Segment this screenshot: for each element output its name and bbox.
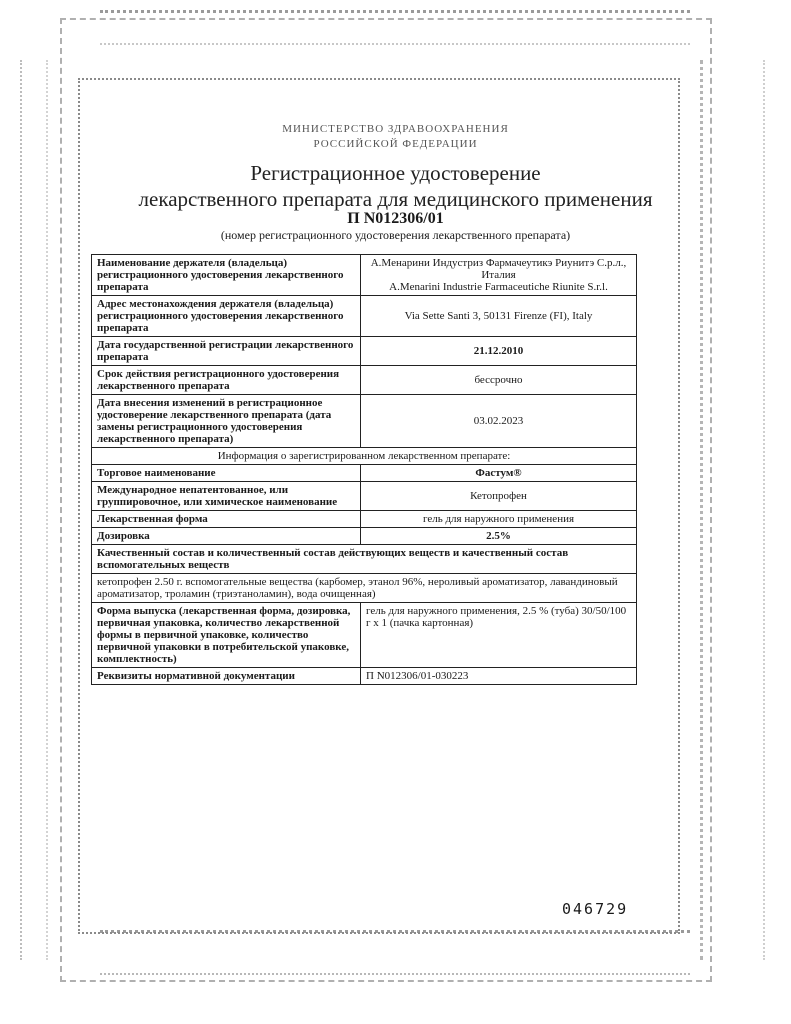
table-row-inn xyxy=(92,482,637,511)
inn-value: Кетопрофен xyxy=(361,482,637,511)
change-date-value: 03.02.2023 xyxy=(361,395,637,448)
table-row-form xyxy=(92,511,637,528)
release-form-value: гель для наружного применения, 2.5 % (туба) 30/50/100 г x 1 (пачка картонная) xyxy=(361,603,637,668)
composition-value: кетопрофен 2.50 г. вспомогательные вещества (карбомер, этанол 96%, нероливый ароматизатор, лавандиновый ароматизатор, троламин (триэтаноламин), вода очищенная) xyxy=(92,574,637,603)
change-date-label: Дата внесения изменений в регистрационное удостоверение лекарственного препарата (дата замены регистрационного удостоверения лекарственного препарата) xyxy=(92,395,361,448)
trade-name-value: Фастум® xyxy=(361,465,637,482)
table-row-validity xyxy=(92,366,637,395)
table-row-info-header xyxy=(92,448,637,465)
dosage-value: 2.5% xyxy=(361,528,637,545)
blank-serial-number: 046729 xyxy=(562,900,629,918)
info-header: Информация о зарегистрированном лекарственном препарате: xyxy=(92,448,637,465)
form-value: гель для наружного применения xyxy=(361,511,637,528)
release-form-label: Форма выпуска (лекарственная форма, дозировка, первичная упаковка, количество лекарственной формы в первичной упаковке, количество первичной упаковки в потребительской упаковке, комплектность) xyxy=(92,603,361,668)
table-row-holder xyxy=(92,255,637,296)
ministry-line-2: РОССИЙСКОЙ ФЕДЕРАЦИИ xyxy=(313,138,478,150)
table-row-dosage xyxy=(92,528,637,545)
norm-doc-label: Реквизиты нормативной документации xyxy=(92,668,361,685)
certificate-number: П N012306/01 xyxy=(347,210,444,227)
table-row-reg-date xyxy=(92,337,637,366)
trade-name-label: Торговое наименование xyxy=(92,465,361,482)
validity-value: бессрочно xyxy=(361,366,637,395)
table-row-address xyxy=(92,296,637,337)
inn-label: Международное непатентованное, или группировочное, или химическое наименование xyxy=(92,482,361,511)
table-row-change-date xyxy=(92,395,637,448)
reg-date-value: 21.12.2010 xyxy=(361,337,637,366)
table-row-release-form xyxy=(92,603,637,668)
address-label: Адрес местонахождения держателя (владельца) регистрационного удостоверения лекарственного препарата xyxy=(92,296,361,337)
table-row-trade-name xyxy=(92,465,637,482)
holder-label: Наименование держателя (владельца) регистрационного удостоверения лекарственного препарата xyxy=(92,255,361,296)
ministry-line-1: МИНИСТЕРСТВО ЗДРАВООХРАНЕНИЯ xyxy=(282,123,509,135)
reg-date-label: Дата государственной регистрации лекарственного препарата xyxy=(92,337,361,366)
holder-value xyxy=(361,255,637,296)
registration-table xyxy=(91,254,637,685)
dosage-label: Дозировка xyxy=(92,528,361,545)
table-row-composition-value xyxy=(92,574,637,603)
certificate-number-caption: (номер регистрационного удостоверения лекарственного препарата) xyxy=(220,228,571,242)
validity-label: Срок действия регистрационного удостоверения лекарственного препарата xyxy=(92,366,361,395)
document-title xyxy=(0,160,791,212)
title-line-2: лекарственного препарата для медицинского применения xyxy=(138,187,653,211)
title-line-1: Регистрационное удостоверение xyxy=(250,161,541,185)
holder-value-en: A.Menarini Industrie Farmaceutiche Riunite S.r.l. xyxy=(389,281,608,293)
composition-label: Качественный состав и количественный состав действующих веществ и качественный состав вспомогательных веществ xyxy=(92,545,637,574)
holder-value-ru: А.Менарини Индустриз Фармачеутикэ Риунитэ С.р.л., Италия xyxy=(370,257,627,281)
ministry-heading xyxy=(0,122,791,152)
form-label: Лекарственная форма xyxy=(92,511,361,528)
address-value: Via Sette Santi 3, 50131 Firenze (FI), Italy xyxy=(361,296,637,337)
table-row-composition-label xyxy=(92,545,637,574)
table-row-norm-doc xyxy=(92,668,637,685)
norm-doc-value: П N012306/01-030223 xyxy=(361,668,637,685)
